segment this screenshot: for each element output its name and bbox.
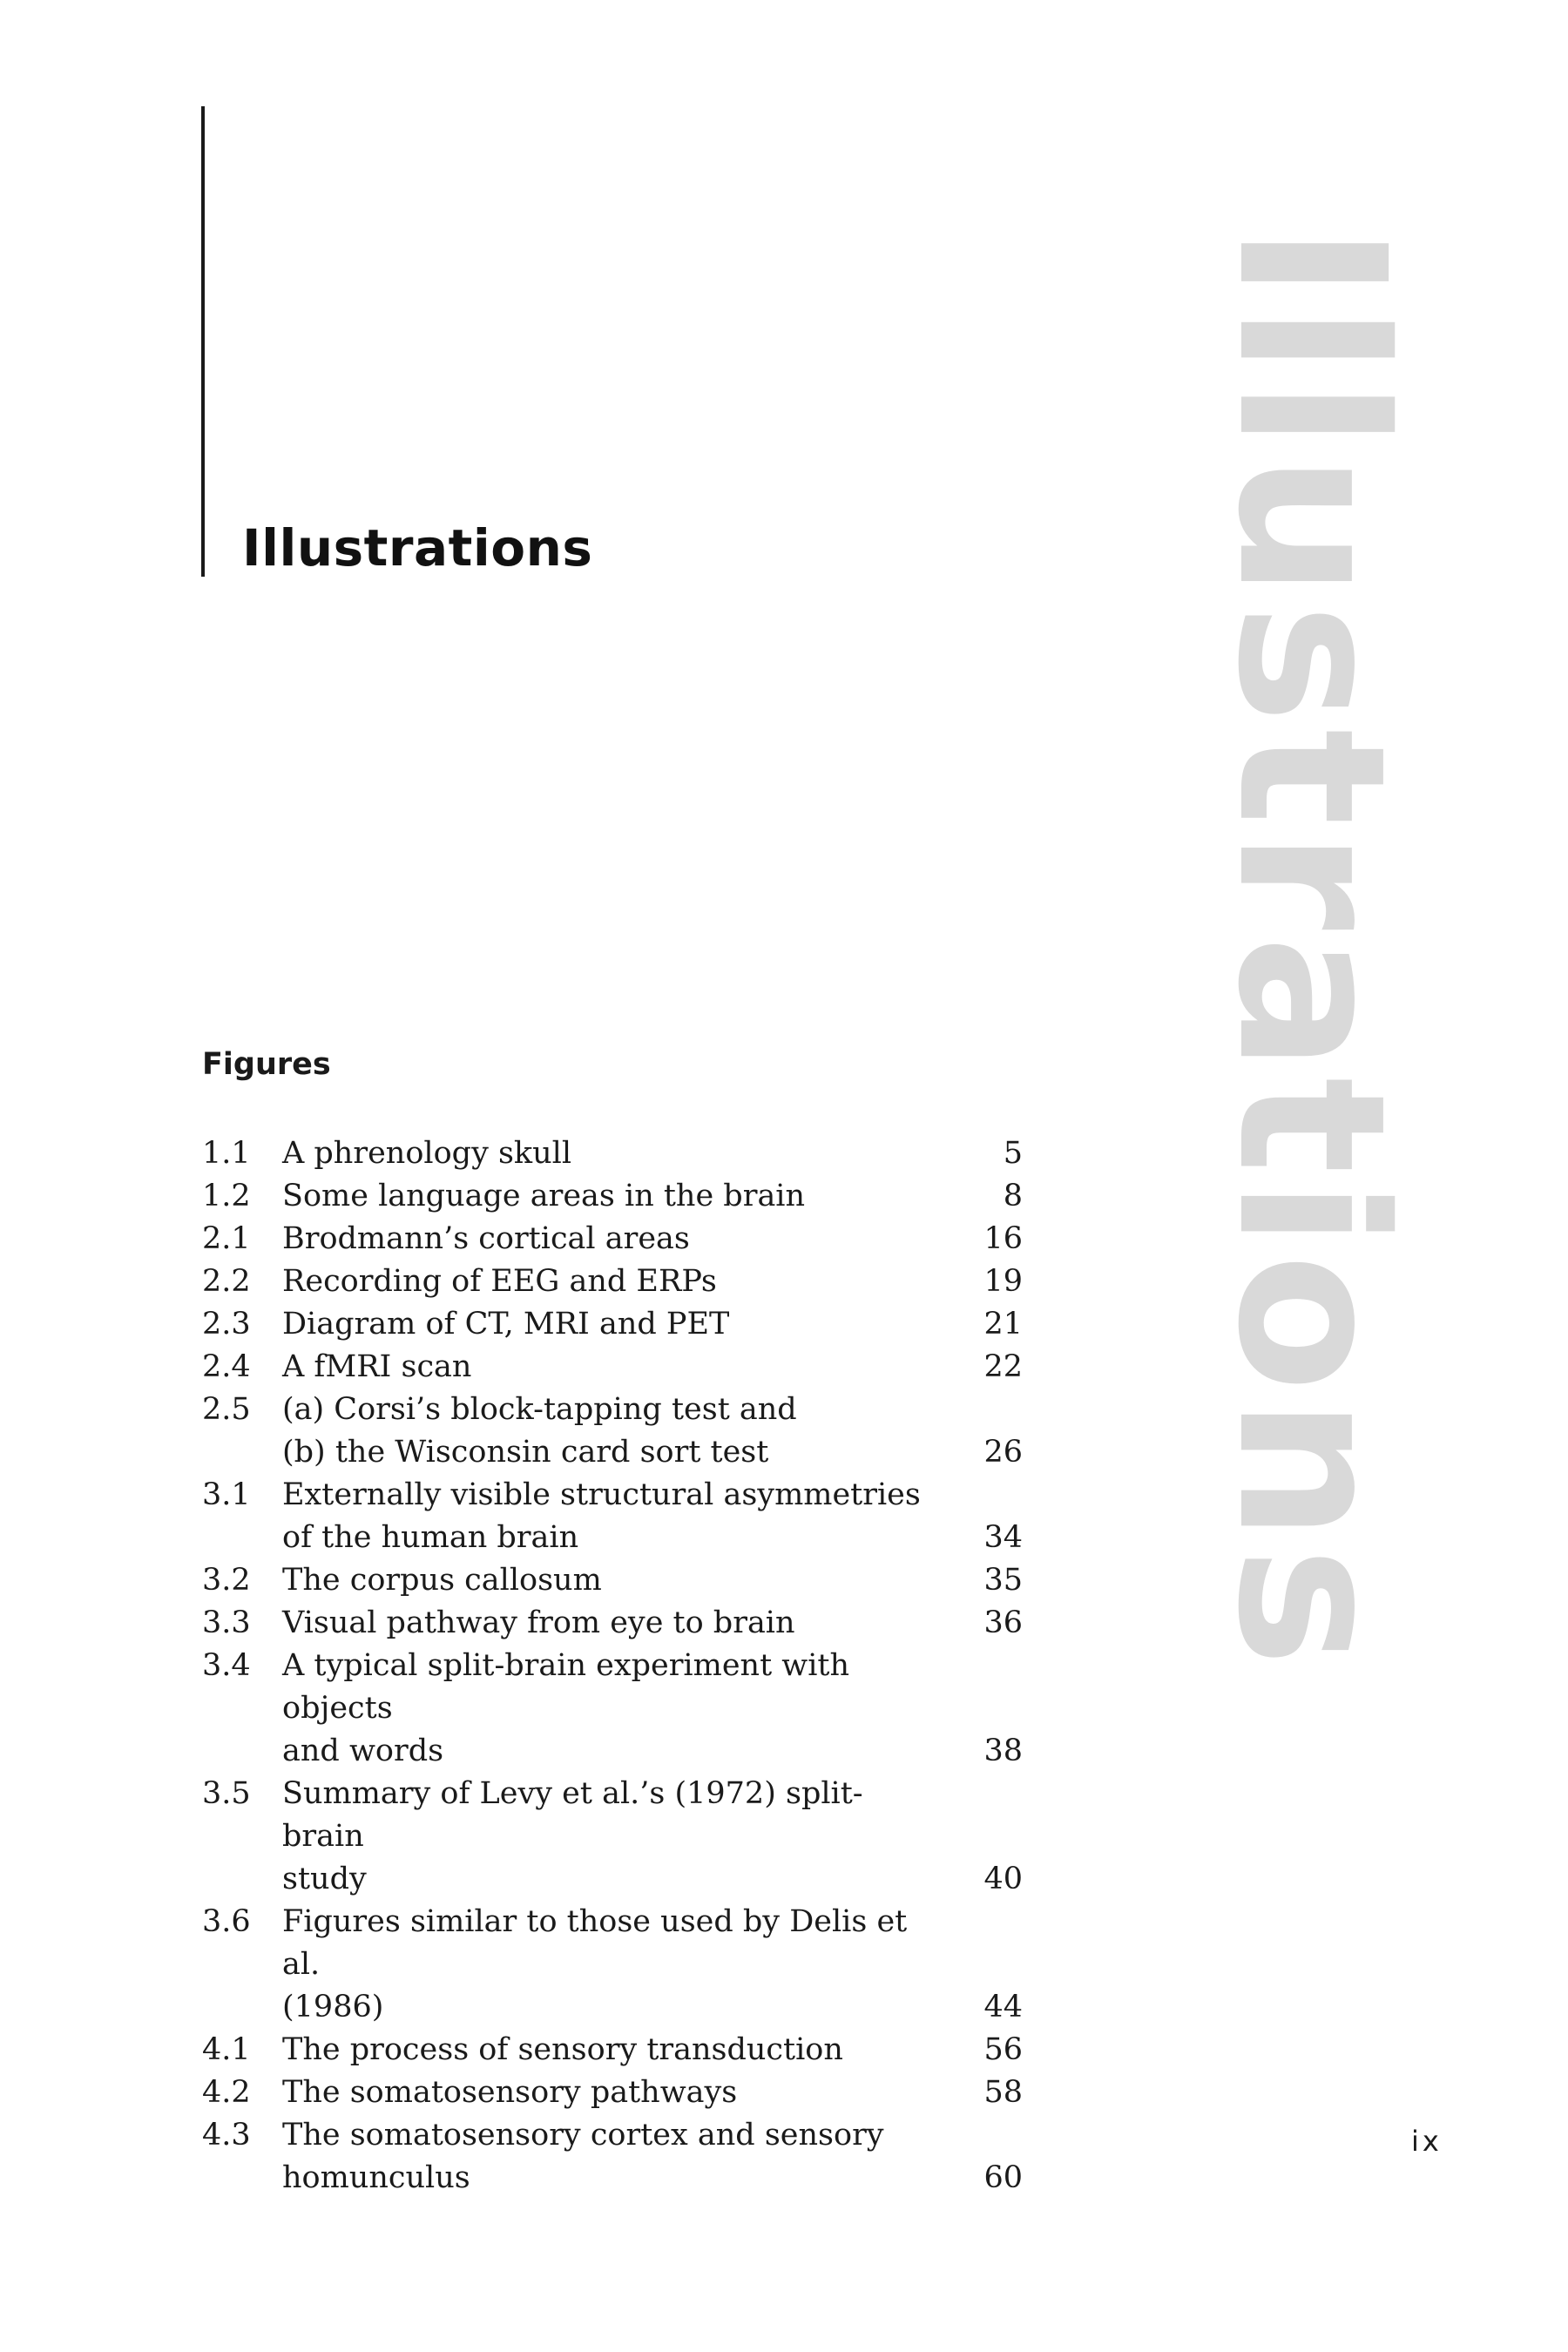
figure-caption-line: A typical split-brain experiment with objects [282, 1648, 850, 1726]
figure-number: 2.3 [202, 1307, 251, 1342]
side-title: Illustrations [1193, 225, 1429, 1673]
figure-page-number: 38 [983, 1734, 1023, 1768]
figure-caption [282, 1901, 944, 2029]
figure-page-number: 60 [983, 2160, 1023, 2195]
figure-caption-line: Diagram of CT, MRI and PET [282, 1307, 730, 1342]
figure-page-number: 56 [983, 2032, 1023, 2067]
figure-caption-line: and words [282, 1734, 444, 1768]
figure-caption-line: homunculus [282, 2160, 470, 2195]
figure-entry [202, 1260, 1030, 1303]
figure-entry [202, 1645, 1030, 1773]
figure-number: 2.2 [202, 1264, 251, 1299]
figure-page-number: 36 [983, 1605, 1023, 1640]
figure-caption [282, 1175, 944, 1218]
figure-caption-line: Figures similar to those used by Delis et al. [282, 1904, 908, 1982]
figure-caption-line: Visual pathway from eye to brain [282, 1605, 795, 1640]
figure-entry [202, 2029, 1030, 2072]
figure-caption-line: Externally visible structural asymmetries [282, 1477, 921, 1512]
figure-entry [202, 2072, 1030, 2114]
figure-page-number: 34 [983, 1520, 1023, 1555]
figure-caption [282, 2114, 944, 2200]
figure-caption [282, 2029, 944, 2072]
figure-number: 4.1 [202, 2032, 251, 2067]
figure-caption-line: of the human brain [282, 1520, 579, 1555]
figure-entry [202, 1303, 1030, 1346]
figure-caption-line: A fMRI scan [282, 1349, 472, 1384]
figure-caption [282, 1218, 944, 1260]
chapter-title: Illustrations [242, 518, 593, 578]
figure-entry [202, 1901, 1030, 2029]
figure-caption-line: (a) Corsi’s block-tapping test and [282, 1392, 797, 1427]
figure-caption-line: The process of sensory transduction [282, 2032, 843, 2067]
figure-caption [282, 1389, 944, 1474]
figure-caption-line: The somatosensory cortex and sensory [282, 2118, 884, 2153]
figure-number: 2.5 [202, 1392, 251, 1427]
figure-entry [202, 1132, 1030, 1175]
figure-caption-line: The corpus callosum [282, 1563, 602, 1598]
figure-page-number: 44 [983, 1990, 1023, 2024]
figure-number: 1.1 [202, 1136, 251, 1171]
figure-entry [202, 1773, 1030, 1901]
figure-list [202, 1132, 1030, 2200]
figure-number: 1.2 [202, 1179, 251, 1213]
figure-page-number: 22 [983, 1349, 1023, 1384]
figure-number: 3.1 [202, 1477, 251, 1512]
vertical-rule [201, 106, 205, 577]
figure-page-number: 21 [983, 1307, 1023, 1342]
figure-entry [202, 1559, 1030, 1602]
figure-caption-line: Summary of Levy et al.’s (1972) split-brain [282, 1776, 863, 1854]
figure-caption-line: A phrenology skull [282, 1136, 572, 1171]
figure-caption [282, 1260, 944, 1303]
figure-entry [202, 1474, 1030, 1559]
figure-caption-line: Some language areas in the brain [282, 1179, 806, 1213]
figure-caption-line: The somatosensory pathways [282, 2075, 738, 2110]
figure-page-number: 8 [1003, 1179, 1023, 1213]
figure-caption [282, 1303, 944, 1346]
figure-caption-line: Brodmann’s cortical areas [282, 1221, 690, 1256]
figure-caption-line: (b) the Wisconsin card sort test [282, 1435, 769, 1470]
figure-page-number: 40 [983, 1862, 1023, 1896]
figure-number: 3.3 [202, 1605, 251, 1640]
side-title-container [1193, 225, 1429, 1845]
figure-number: 4.2 [202, 2075, 251, 2110]
figure-number: 3.2 [202, 1563, 251, 1598]
figure-page-number: 26 [983, 1435, 1023, 1470]
page-number: ix [1411, 2125, 1443, 2158]
figure-number: 3.5 [202, 1776, 251, 1811]
section-heading: Figures [202, 1047, 331, 1082]
figure-page-number: 16 [983, 1221, 1023, 1256]
figure-number: 3.4 [202, 1648, 251, 1683]
figure-entry [202, 1175, 1030, 1218]
figure-number: 2.4 [202, 1349, 251, 1384]
figure-page-number: 5 [1003, 1136, 1023, 1171]
figure-caption [282, 2072, 944, 2114]
figure-caption [282, 1559, 944, 1602]
figure-number: 3.6 [202, 1904, 251, 1939]
figure-caption [282, 1773, 944, 1901]
figure-page-number: 35 [983, 1563, 1023, 1598]
figure-caption [282, 1645, 944, 1773]
figure-caption [282, 1602, 944, 1645]
figure-caption-line: Recording of EEG and ERPs [282, 1264, 717, 1299]
figure-page-number: 19 [983, 1264, 1023, 1299]
figure-page-number: 58 [983, 2075, 1023, 2110]
figure-entry [202, 1218, 1030, 1260]
figure-entry [202, 1602, 1030, 1645]
figure-number: 2.1 [202, 1221, 251, 1256]
figure-entry [202, 2114, 1030, 2200]
figure-caption [282, 1346, 944, 1389]
figure-caption-line: (1986) [282, 1990, 384, 2024]
figure-entry [202, 1389, 1030, 1474]
figure-caption [282, 1132, 944, 1175]
figure-caption [282, 1474, 944, 1559]
figure-entry [202, 1346, 1030, 1389]
figure-caption-line: study [282, 1862, 367, 1896]
figure-number: 4.3 [202, 2118, 251, 2153]
